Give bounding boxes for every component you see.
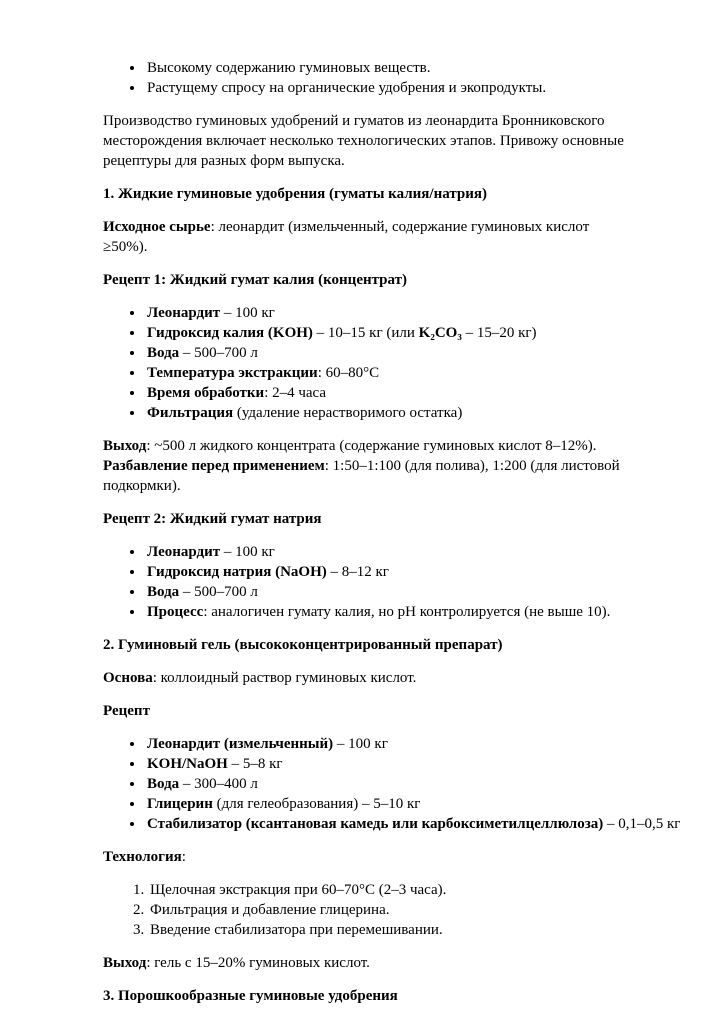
value: – 100 кг bbox=[333, 736, 388, 752]
value: : гель с 15–20% гуминовых кислот. bbox=[146, 955, 370, 971]
term: Глицерин bbox=[147, 796, 213, 812]
bullet-text: Высокому содержанию гуминовых веществ. bbox=[147, 60, 431, 76]
list-item bbox=[145, 58, 626, 78]
paragraph-text: Производство гуминовых удобрений и гуматов из леонардита Бронниковского месторождения включает несколько технологических этапов. Привожу основные рецептуры для разных форм выпуска. bbox=[103, 113, 624, 169]
heading-text: 3. Порошкообразные гуминовые удобрения bbox=[103, 988, 398, 1004]
recipe-1-heading bbox=[103, 270, 626, 290]
intro-bullet-list bbox=[103, 58, 626, 98]
term: Фильтрация bbox=[147, 405, 234, 421]
term: Основа bbox=[103, 670, 153, 686]
value: – 500–700 л bbox=[179, 584, 258, 600]
list-item bbox=[145, 602, 626, 622]
value: : ~500 л жидкого концентрата (содержание гуминовых кислот 8–12%). bbox=[146, 438, 597, 454]
list-item bbox=[145, 814, 681, 834]
term: Исходное сырье bbox=[103, 219, 211, 235]
list-item bbox=[145, 303, 626, 323]
gel-ingredient-list bbox=[103, 734, 681, 834]
step-text: Введение стабилизатора при перемешивании. bbox=[150, 922, 443, 938]
list-item bbox=[148, 920, 626, 940]
heading-text: 1. Жидкие гуминовые удобрения (гуматы калия/натрия) bbox=[103, 186, 487, 202]
value: : коллоидный раствор гуминовых кислот. bbox=[152, 670, 417, 686]
list-item bbox=[145, 774, 626, 794]
value: : леонардит (измельченный, содержание гуминовых кислот ≥50%). bbox=[103, 219, 590, 255]
gel-base-paragraph bbox=[103, 668, 626, 688]
raw-material-paragraph bbox=[103, 217, 626, 257]
list-item bbox=[145, 754, 626, 774]
term: Температура экстракции bbox=[147, 365, 318, 381]
section-1-heading bbox=[103, 184, 626, 204]
value: : bbox=[181, 849, 186, 865]
value: – 300–400 л bbox=[179, 776, 258, 792]
section-2-heading bbox=[103, 635, 626, 655]
gel-yield-paragraph bbox=[103, 953, 626, 973]
recipe-2-heading bbox=[103, 509, 626, 529]
term: Стабилизатор (ксантановая камедь или карбоксиметилцеллюлоза) bbox=[147, 816, 604, 832]
gel-recipe-heading bbox=[103, 701, 626, 721]
recipe-1-yield-paragraph bbox=[103, 436, 626, 496]
list-item bbox=[145, 403, 626, 423]
value: : 2–4 часа bbox=[264, 385, 327, 401]
value: – 5–8 кг bbox=[227, 756, 283, 772]
value: : 1:50–1:100 (для полива), 1:200 (для листовой подкормки). bbox=[103, 458, 620, 494]
value: – 8–12 кг bbox=[326, 564, 389, 580]
step-text: Фильтрация и добавление глицерина. bbox=[150, 902, 390, 918]
term: Время обработки bbox=[147, 385, 265, 401]
recipe-1-ingredient-list bbox=[103, 303, 626, 423]
list-item bbox=[145, 383, 626, 403]
value: – 0,1–0,5 кг bbox=[603, 816, 681, 832]
list-item bbox=[148, 900, 626, 920]
recipe-2-ingredient-list bbox=[103, 542, 626, 622]
value: – 100 кг bbox=[220, 544, 275, 560]
list-item bbox=[148, 880, 626, 900]
value: (удаление нерастворимого остатка) bbox=[233, 405, 463, 421]
list-item bbox=[145, 343, 626, 363]
section-3-heading bbox=[103, 986, 626, 1006]
value: : аналогичен гумату калия, но pH контролируется (не выше 10). bbox=[203, 604, 611, 620]
list-item bbox=[145, 794, 626, 814]
term: KOH/NaOH bbox=[147, 756, 228, 772]
value: – 10–15 кг (или bbox=[312, 325, 419, 341]
bullet-text: Растущему спросу на органические удобрения и экопродукты. bbox=[147, 80, 547, 96]
value: (для гелеобразования) – 5–10 кг bbox=[212, 796, 421, 812]
term: Леонардит (измельченный) bbox=[147, 736, 334, 752]
term: K₂CO₃ bbox=[418, 325, 462, 341]
term: Технология bbox=[103, 849, 182, 865]
term: Гидроксид натрия (NaOH) bbox=[147, 564, 327, 580]
heading-text: Рецепт 2: Жидкий гумат натрия bbox=[103, 511, 322, 527]
term: Вода bbox=[147, 584, 180, 600]
value: – 100 кг bbox=[220, 305, 275, 321]
term: Выход bbox=[103, 438, 147, 454]
term: Леонардит bbox=[147, 544, 221, 560]
term: Вода bbox=[147, 345, 180, 361]
term: Выход bbox=[103, 955, 147, 971]
value: – 500–700 л bbox=[179, 345, 258, 361]
term: Процесс bbox=[147, 604, 204, 620]
list-item bbox=[145, 582, 626, 602]
term: Разбавление перед применением bbox=[103, 458, 325, 474]
technology-heading bbox=[103, 847, 626, 867]
term: Вода bbox=[147, 776, 180, 792]
heading-text: Рецепт 1: Жидкий гумат калия (концентрат) bbox=[103, 272, 407, 288]
value: : 60–80°C bbox=[317, 365, 380, 381]
intro-paragraph bbox=[103, 111, 626, 171]
list-item bbox=[145, 78, 626, 98]
heading-text: 2. Гуминовый гель (высококонцентрированный препарат) bbox=[103, 637, 503, 653]
list-item bbox=[145, 542, 626, 562]
list-item bbox=[145, 734, 626, 754]
value: – 15–20 кг) bbox=[461, 325, 537, 341]
step-text: Щелочная экстракция при 60–70°C (2–3 часа). bbox=[150, 882, 447, 898]
technology-step-list bbox=[103, 880, 626, 940]
list-item bbox=[145, 363, 626, 383]
list-item bbox=[145, 323, 626, 343]
list-item bbox=[145, 562, 626, 582]
heading-text: Рецепт bbox=[103, 703, 150, 719]
term: Леонардит bbox=[147, 305, 221, 321]
term: Гидроксид калия (KOH) bbox=[147, 325, 313, 341]
